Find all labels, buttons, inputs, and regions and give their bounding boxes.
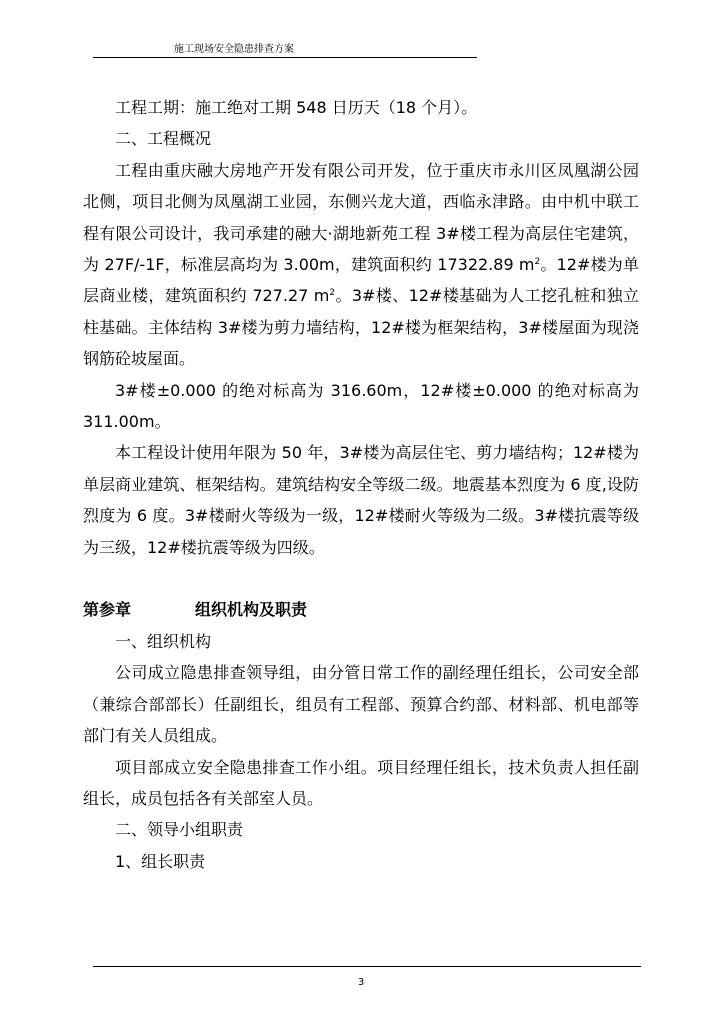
chapter-number: 第参章 xyxy=(83,600,132,620)
paragraph-construction-period: 工程工期：施工绝对工期 548 日历天（18 个月）。 xyxy=(115,98,478,117)
paragraph-elevation: 3#楼±0.000 的绝对标高为 316.60m，12#楼±0.000 的绝对标高为 311.00m。 xyxy=(83,380,639,432)
paragraph-project-working-group: 项目部成立安全隐患排查工作小组。项目经理任组长，技术负责人担任副组长，成员包括各有关部室人员。 xyxy=(83,757,639,808)
page-number: 3 xyxy=(357,977,365,988)
chapter-heading xyxy=(83,594,639,625)
running-header-title: 施工现场安全隐患排查方案 xyxy=(174,44,294,55)
project-description-part1: 工程由重庆融大房地产开发有限公司开发，位于重庆市永川区凤凰湖公园北侧，项目北侧为凤凰湖工业园，东侧兴龙大道，西临永津路。由中机中联工程有限公司设计，我司承建的融大·湖地新苑工程 3#楼工程为高层住宅建筑，为 27F/-1F，标准层高均为 3.00m，建筑面积约 17322.89 m xyxy=(83,160,639,275)
square-superscript-2: 2 xyxy=(329,288,336,299)
paragraph-design-parameters: 本工程设计使用年限为 50 年，3#楼为高层住宅、剪力墙结构；12#楼为单层商业建筑、框架结构。建筑结构安全等级二级。地震基本烈度为 6 度,设防烈度为 6 度。3#楼耐火等级为一级，12#楼耐火等级为二级。3#楼抗震等级为三级，12#楼抗震等级为四级。 xyxy=(83,443,639,557)
section-heading-leadership-duties: 二、领导小组职责 xyxy=(115,820,244,840)
square-superscript-1: 2 xyxy=(534,257,541,268)
paragraph-project-description xyxy=(83,155,639,375)
subsection-heading-leader-duties: 1、组长职责 xyxy=(115,851,206,871)
section-heading-organization: 一、组织机构 xyxy=(115,631,212,651)
footer-rule xyxy=(93,966,641,967)
header-rule xyxy=(93,57,477,58)
document-body xyxy=(83,92,639,877)
paragraph-company-leadership-group: 公司成立隐患排查领导组，由分管日常工作的副经理任组长，公司安全部（兼综合部部长）任副组长，组员有工程部、预算合约部、材料部、机电部等部门有关人员组成。 xyxy=(83,663,639,746)
chapter-title: 组织机构及职责 xyxy=(195,600,308,620)
section-heading-project-overview: 二、工程概况 xyxy=(115,129,212,149)
project-description-part2: 。12#楼为单层商业楼，建筑面积约 727.27 m xyxy=(83,255,639,306)
project-description-part3: 。3#楼、12#楼基础为人工挖孔桩和独立柱基础。主体结构 3#楼为剪力墙结构，12#楼为框架结构，3#楼屋面为现浇钢筋砼坡屋面。 xyxy=(83,286,639,369)
